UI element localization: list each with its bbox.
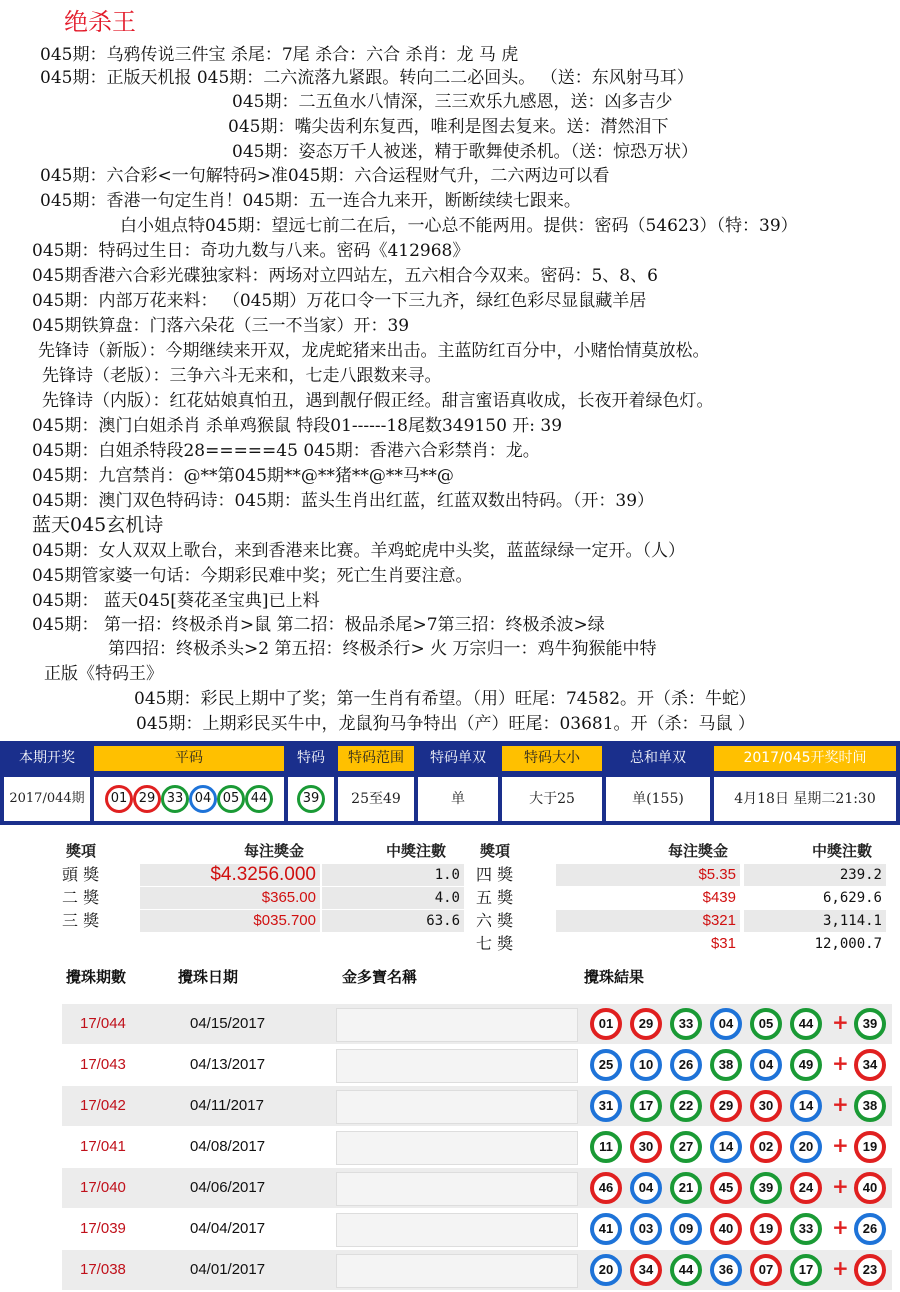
special-number-ball: 19 [854,1131,886,1163]
number-ball: 17 [790,1254,822,1286]
draw-name-cell [336,1049,578,1083]
table-row [62,1045,892,1085]
number-ball: 02 [750,1131,782,1163]
number-ball: 21 [670,1172,702,1204]
text-line: 045期： 蓝天045[葵花圣宝典]已上料 [32,591,320,611]
draw-header-period: 攪珠期數 [66,968,127,986]
text-line: 045期：六合彩<一句解特码>准045期：六合运程财气升，二六两边可以看 [40,166,610,186]
table-row [62,1168,892,1208]
number-ball: 03 [630,1213,662,1245]
draw-period: 17/040 [80,1179,126,1196]
number-ball: 14 [710,1131,742,1163]
number-ball: 40 [710,1213,742,1245]
text-line: 045期：上期彩民买牛中，龙鼠狗马争特出（产）旺尾：03681。开（杀：马鼠 ） [136,714,755,734]
text-line: 045期：白姐杀特段28=====45 045期：香港六合彩禁肖：龙。 [32,441,540,461]
text-line: 045期：内部万花来料： （045期）万花口令一下三九齐，绿红色彩尽显鼠藏羊居 [32,291,647,311]
text-line: 045期：澳门白姐杀肖 杀单鸡猴鼠 特段01------18尾数349150 开: 39 [32,416,563,436]
number-ball: 39 [750,1172,782,1204]
draw-result-balls [590,1172,890,1204]
prize-name: 六 獎 [476,911,514,930]
draw-date: 04/06/2017 [190,1179,266,1196]
prize-name: 四 獎 [476,865,514,884]
plus-icon: + [832,1256,849,1280]
number-ball: 10 [630,1049,662,1081]
number-ball: 04 [710,1008,742,1040]
number-ball: 41 [590,1213,622,1245]
prize-count: 239.2 [744,864,886,886]
prize-amount: $035.700 [140,910,320,932]
number-ball: 33 [161,785,189,813]
header-special-range: 特码范围 [338,746,414,771]
number-ball: 30 [750,1090,782,1122]
number-ball: 46 [590,1172,622,1204]
draw-name-cell [336,1254,578,1288]
text-line: 045期：乌鸦传说三件宝 杀尾：7尾 杀合：六合 杀肖：龙 马 虎 [40,45,519,65]
special-number-ball: 40 [854,1172,886,1204]
draw-header-date: 攪珠日期 [178,968,239,986]
prize-header-item: 獎項 [66,842,97,860]
plus-icon: + [832,1010,849,1034]
text-line: 045期：九宫禁肖：@**第045期**@**猪**@**马**@ [32,466,454,486]
plus-icon: + [832,1174,849,1198]
number-ball: 30 [630,1131,662,1163]
draw-period: 17/038 [80,1261,126,1278]
draw-date: 04/04/2017 [190,1220,266,1237]
text-line: 白小姐点特045期：望远七前二在后，一心总不能两用。提供：密码（54623）（特：39） [120,216,798,236]
text-line: 蓝天045玄机诗 [32,514,164,536]
period-value: 2017/044期 [4,777,90,821]
prize-count: 6,629.6 [822,890,882,906]
number-ball: 44 [245,785,273,813]
number-ball: 34 [630,1254,662,1286]
result-bar [0,741,900,825]
number-ball: 29 [133,785,161,813]
draw-period: 17/041 [80,1138,126,1155]
number-ball: 14 [790,1090,822,1122]
number-ball: 22 [670,1090,702,1122]
prize-amount: $31 [710,935,736,952]
header-odd-even: 特码单双 [418,746,498,771]
number-ball: 44 [790,1008,822,1040]
header-regular-numbers: 平码 [94,746,284,771]
header-draw-time: 2017/045开奖时间 [714,746,896,771]
regular-balls [94,777,284,821]
number-ball: 29 [710,1090,742,1122]
draw-date: 04/11/2017 [190,1097,264,1114]
number-ball: 45 [710,1172,742,1204]
draw-name-cell [336,1213,578,1247]
prize-count: 63.6 [322,910,464,932]
draw-name-cell [336,1090,578,1124]
prize-amount: $365.00 [140,887,320,909]
text-line: 045期铁算盘：门落六朵花（三一不当家）开：39 [32,316,410,336]
text-line: 045期管家婆一句话：今期彩民难中奖；死亡生肖要注意。 [32,566,473,586]
text-line: 045期：正版天机报 045期：二六流落九紧跟。转向二二必回头。 （送：东风射马耳） [40,68,694,88]
number-ball: 04 [630,1172,662,1204]
draw-date: 04/08/2017 [190,1138,266,1155]
number-ball: 05 [217,785,245,813]
number-ball: 25 [590,1049,622,1081]
number-ball: 33 [790,1213,822,1245]
special-range-value: 25至49 [338,777,414,821]
number-ball: 24 [790,1172,822,1204]
prize-count: 4.0 [322,887,464,909]
prize-amount: $321 [556,910,740,932]
text-line: 045期香港六合彩光碟独家料：两场对立四站左，五六相合今双来。密码：5、8、6 [32,266,658,286]
draw-date: 04/15/2017 [190,1015,266,1032]
draw-result-balls [590,1254,890,1286]
table-row [62,1086,892,1126]
number-ball: 36 [710,1254,742,1286]
text-line: 045期：特码过生日：奇功九数与八来。密码《412968》 [32,241,470,261]
draw-result-balls [590,1049,890,1081]
number-ball: 01 [105,785,133,813]
page-title: 绝杀王 [64,8,136,36]
text-line: 045期：二五鱼水八情深，三三欢乐九感恩，送：凶多吉少 [232,92,673,112]
special-number-ball: 39 [854,1008,886,1040]
prize-count: 3,114.1 [744,910,886,932]
prize-header-amount: 每注獎金 [668,842,729,860]
special-number-ball: 34 [854,1049,886,1081]
draw-period: 17/044 [80,1015,126,1032]
draw-result-balls [590,1090,890,1122]
prize-amount: $439 [702,889,736,906]
text-line: 先锋诗（内版）：红花姑娘真怕丑，遇到靓仔假正经。甜言蜜语真收成，长夜开着绿色灯。 [42,391,714,411]
table-row [62,1004,892,1044]
plus-icon: + [832,1051,849,1075]
header-current-draw: 本期开奖 [4,746,90,771]
size-value: 大于25 [502,777,602,821]
draw-period: 17/039 [80,1220,126,1237]
prize-name: 五 獎 [476,888,514,907]
header-size: 特码大小 [502,746,602,771]
text-line: 先锋诗（老版）：三争六斗无来和，七走八跟数来寻。 [42,366,442,386]
special-number-ball: 38 [854,1090,886,1122]
number-ball: 09 [670,1213,702,1245]
draw-result-balls [590,1213,890,1245]
text-line: 045期： 第一招：终极杀肖>鼠 第二招：极品杀尾>7第三招：终极杀波>绿 [32,615,605,635]
prize-amount: $4.3256.000 [140,864,320,886]
number-ball: 04 [189,785,217,813]
draw-name-cell [336,1008,578,1042]
draw-name-cell [336,1172,578,1206]
draw-header-name: 金多寶名稱 [342,968,418,986]
number-ball: 19 [750,1213,782,1245]
text-line: 045期：香港一句定生肖！045期：五一连合九来开，断断续续七跟来。 [40,191,581,211]
number-ball: 27 [670,1131,702,1163]
number-ball: 17 [630,1090,662,1122]
prize-count: 1.0 [322,864,464,886]
special-number-ball: 26 [854,1213,886,1245]
prize-header-count: 中獎注數 [812,842,873,860]
plus-icon: + [832,1092,849,1116]
number-ball: 01 [590,1008,622,1040]
table-row [62,1127,892,1167]
text-line: 第四招：终极杀头>2 第五招：终极杀行> 火 万宗归一：鸡牛狗猴能中特 [108,639,657,659]
number-ball: 26 [670,1049,702,1081]
prize-name: 七 獎 [476,934,514,953]
text-line: 先锋诗（新版）：今期继续来开双，龙虎蛇猪来出击。主蓝防红百分中，小赌怡情莫放松。 [38,341,710,361]
table-row [62,1209,892,1249]
number-ball: 07 [750,1254,782,1286]
prize-header-count: 中獎注數 [386,842,447,860]
text-line: 045期：姿态万千人被迷，精于歌舞使杀机。（送：惊恐万状） [232,142,698,162]
draw-result-balls [590,1131,890,1163]
table-row [62,1250,892,1290]
odd-even-value: 单 [418,777,498,821]
text-line: 045期：彩民上期中了奖；第一生肖有希望。（用）旺尾：74582。开（杀：牛蛇） [134,689,757,709]
special-number-ball: 23 [854,1254,886,1286]
draw-result-balls [590,1008,890,1040]
prize-header-amount: 每注獎金 [244,842,305,860]
text-line: 045期：女人双双上歌台，来到香港来比赛。羊鸡蛇虎中头奖，蓝蓝绿绿一定开。（人） [32,541,685,561]
draw-time-value: 4月18日 星期二21:30 [714,777,896,821]
text-line: 正版《特码王》 [44,664,163,684]
number-ball: 11 [590,1131,622,1163]
prize-name: 頭 獎 [62,865,100,884]
number-ball: 33 [670,1008,702,1040]
special-ball [288,777,334,821]
header-sum-odd-even: 总和单双 [606,746,710,771]
text-line: 045期：嘴尖齿利东复西，唯利是图去复来。送：潸然泪下 [228,117,669,137]
draw-date: 04/13/2017 [190,1056,266,1073]
draw-header-result: 攪珠結果 [584,968,645,986]
draw-name-cell [336,1131,578,1165]
number-ball: 49 [790,1049,822,1081]
number-ball: 20 [590,1254,622,1286]
plus-icon: + [832,1215,849,1239]
text-line: 045期：澳门双色特码诗：045期：蓝头生肖出红蓝，红蓝双数出特码。（开：39） [32,491,655,511]
prize-count: 12,000.7 [814,936,882,952]
special-number-ball: 39 [297,785,325,813]
prize-header-item: 獎項 [480,842,511,860]
prize-name: 二 獎 [62,888,100,907]
prize-amount: $5.35 [556,864,740,886]
number-ball: 20 [790,1131,822,1163]
plus-icon: + [832,1133,849,1157]
number-ball: 04 [750,1049,782,1081]
number-ball: 31 [590,1090,622,1122]
number-ball: 29 [630,1008,662,1040]
draw-period: 17/043 [80,1056,126,1073]
number-ball: 38 [710,1049,742,1081]
sum-value: 单(155) [606,777,710,821]
number-ball: 44 [670,1254,702,1286]
header-special-number: 特码 [288,746,334,771]
draw-period: 17/042 [80,1097,126,1114]
draw-date: 04/01/2017 [190,1261,266,1278]
prize-name: 三 獎 [62,911,100,930]
number-ball: 05 [750,1008,782,1040]
